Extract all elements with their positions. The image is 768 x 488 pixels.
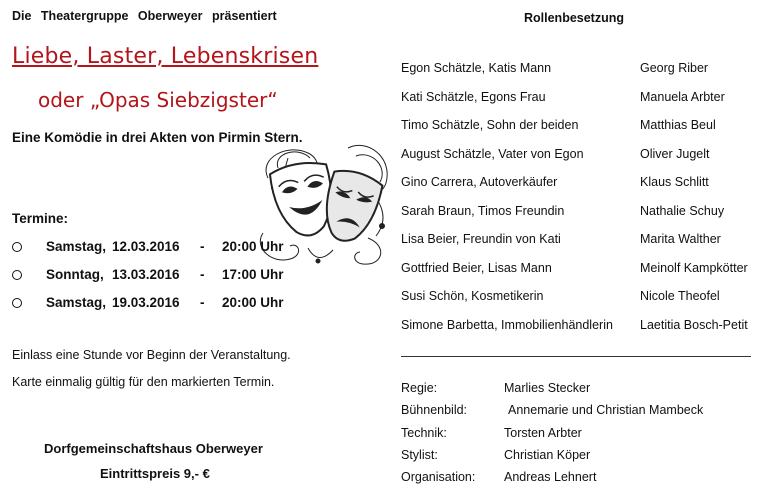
date-day: Sonntag, (46, 267, 104, 282)
cast-role: Kati Schätzle, Egons Frau (401, 90, 546, 104)
cast-actor: Matthias Beul (640, 118, 716, 132)
cast-actor: Marita Walther (640, 232, 721, 246)
intro-line: Die Theatergruppe Oberweyer präsentiert (12, 9, 277, 23)
date-row (12, 239, 284, 254)
play-description: Eine Komödie in drei Akten von Pirmin Stern. (12, 130, 303, 145)
crew-label: Bühnenbild: (401, 403, 468, 417)
admission-note: Einlass eine Stunde vor Beginn der Veranstaltung. (12, 348, 291, 362)
crew-value: Andreas Lehnert (504, 470, 597, 484)
crew-label: Stylist: (401, 448, 438, 462)
cast-actor: Laetitia Bosch-Petit (640, 318, 748, 332)
crew-label: Technik: (401, 426, 447, 440)
date-day: Samstag, (46, 239, 107, 254)
date-time: 17:00 Uhr (222, 267, 284, 282)
dates-heading: Termine: (12, 211, 69, 226)
cast-role: Simone Barbetta, Immobilienhändlerin (401, 318, 613, 332)
crew-value: Marlies Stecker (504, 381, 591, 395)
cast-role: Susi Schön, Kosmetikerin (401, 289, 544, 303)
ticket-note: Karte einmalig gültig für den markierten Termin. (12, 375, 275, 389)
play-subtitle-title: oder „Opas Siebzigster“ (38, 88, 278, 112)
play-title: Liebe, Laster, Lebenskrisen (12, 44, 319, 69)
date-sep: - (200, 295, 205, 310)
cast-role: Egon Schätzle, Katis Mann (401, 61, 552, 75)
crew-value: Torsten Arbter (504, 426, 582, 440)
cast-actor: Manuela Arbter (640, 90, 725, 104)
crew-value: Christian Köper (504, 448, 591, 462)
date-sep: - (200, 239, 205, 254)
crew-label: Organisation: (401, 470, 476, 484)
cast-role: Gino Carrera, Autoverkäufer (401, 175, 558, 189)
date-day: Samstag, (46, 295, 107, 310)
cast-actor: Meinolf Kampkötter (640, 261, 748, 275)
crew-label: Regie: (401, 381, 438, 395)
cast-actor: Oliver Jugelt (640, 147, 710, 161)
cast-actor: Nathalie Schuy (640, 204, 725, 218)
date-value: 19.03.2016 (112, 295, 180, 310)
admission-price: Eintrittspreis 9,- € (100, 466, 210, 481)
cast-actor: Georg Riber (640, 61, 709, 75)
cast-role: Lisa Beier, Freundin von Kati (401, 232, 561, 246)
date-row (12, 295, 284, 310)
date-sep: - (200, 267, 205, 282)
date-time: 20:00 Uhr (222, 295, 284, 310)
date-value: 13.03.2016 (112, 267, 180, 282)
cast-actor: Nicole Theofel (640, 289, 720, 303)
venue: Dorfgemeinschaftshaus Oberweyer (44, 441, 263, 456)
cast-heading: Rollenbesetzung (524, 11, 625, 25)
crew-value: Annemarie und Christian Mambeck (508, 403, 704, 417)
circle-bullet-icon (12, 270, 22, 280)
cast-role: Timo Schätzle, Sohn der beiden (401, 118, 579, 132)
cast-role: August Schätzle, Vater von Egon (401, 147, 584, 161)
circle-bullet-icon (12, 298, 22, 308)
cast-role: Sarah Braun, Timos Freundin (401, 204, 565, 218)
date-row (12, 267, 284, 282)
date-time: 20:00 Uhr (222, 239, 284, 254)
cast-actor: Klaus Schlitt (640, 175, 709, 189)
date-value: 12.03.2016 (112, 239, 180, 254)
cast-role: Gottfried Beier, Lisas Mann (401, 261, 552, 275)
section-divider (401, 356, 751, 357)
circle-bullet-icon (12, 242, 22, 252)
